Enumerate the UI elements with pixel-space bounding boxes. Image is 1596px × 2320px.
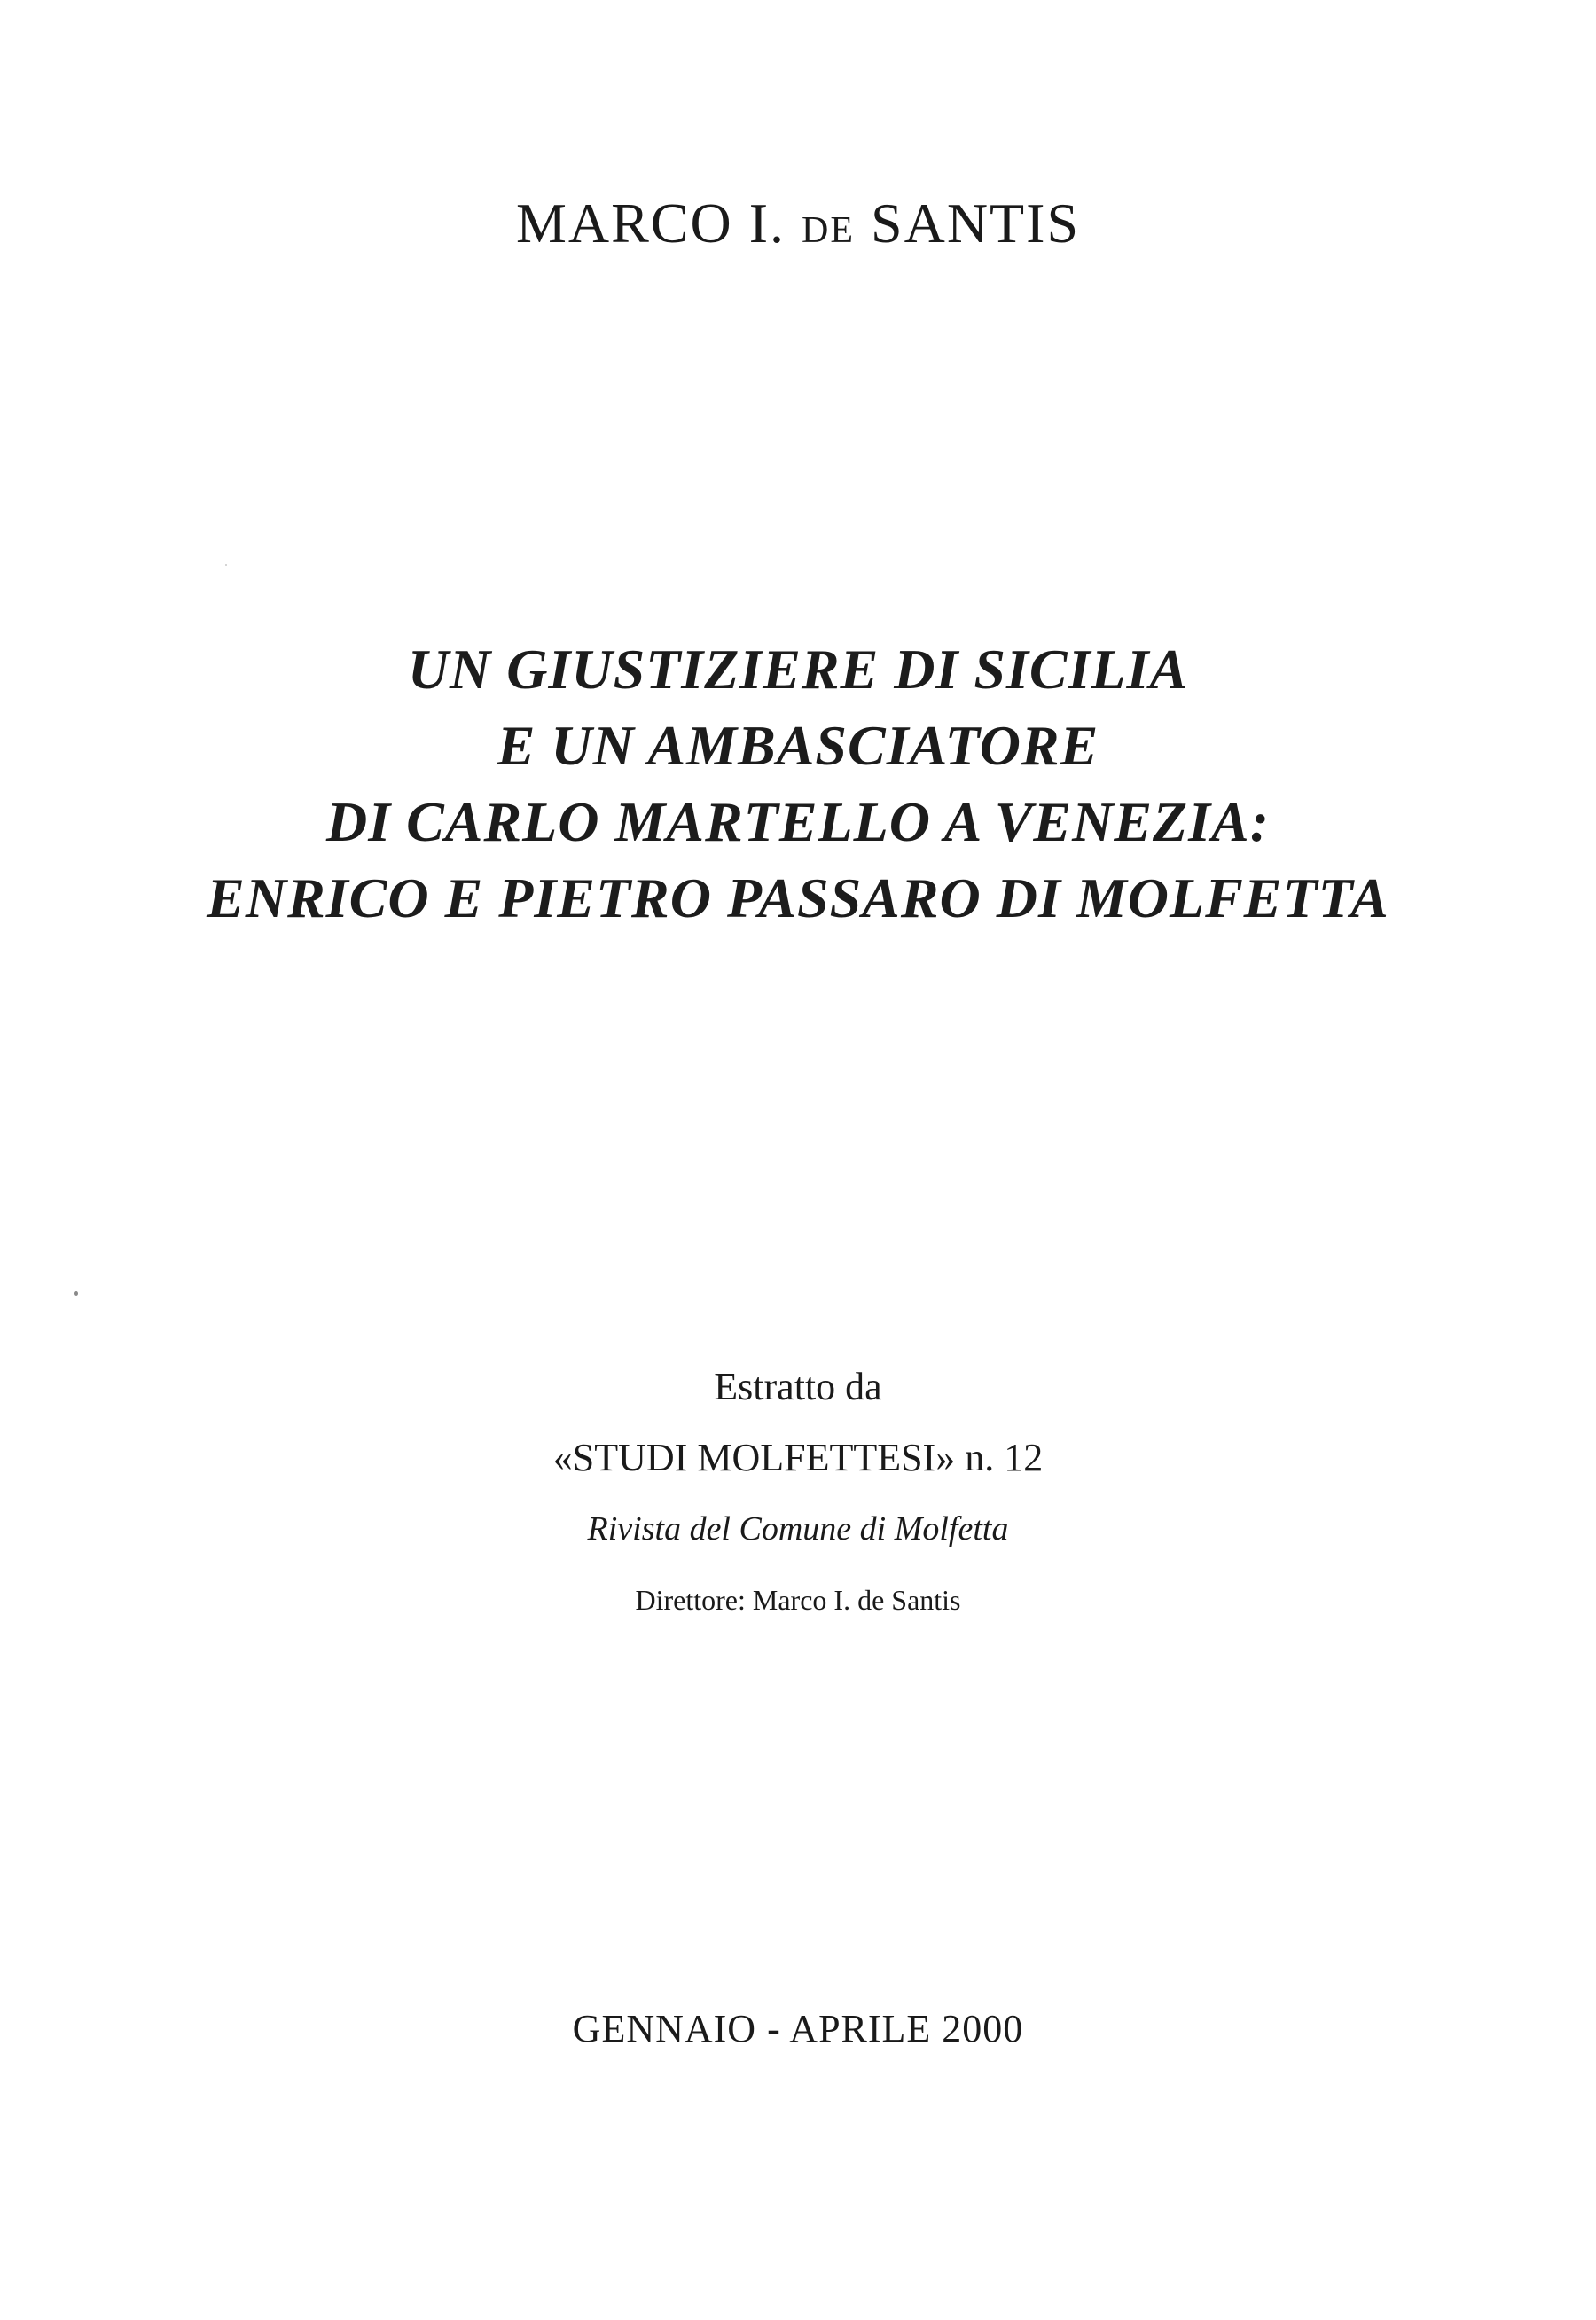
author-first-names: MARCO I.	[515, 192, 786, 255]
author-particle: DE	[802, 210, 855, 251]
title-line-3: DI CARLO MARTELLO A VENEZIA:	[325, 790, 1271, 853]
publication-date: GENNAIO - APRILE 2000	[572, 2007, 1024, 2050]
journal-director: Direttore: Marco I. de Santis	[635, 1584, 961, 1616]
journal-subtitle: Rivista del Comune di Molfetta	[587, 1510, 1009, 1548]
journal-name: «STUDI MOLFETTESI» n. 12	[552, 1436, 1044, 1479]
title-line-4: ENRICO E PIETRO PASSARO DI MOLFETTA	[207, 866, 1389, 929]
title-line-1: UN GIUSTIZIERE DI SICILIA	[407, 638, 1189, 701]
title-line-2: E UN AMBASCIATORE	[497, 714, 1099, 777]
author-name	[0, 188, 1596, 266]
scan-speck	[225, 564, 227, 566]
scan-speck	[74, 1291, 78, 1296]
author-surname: SANTIS	[871, 192, 1081, 255]
document-title	[0, 631, 1596, 937]
extract-intro: Estratto da	[714, 1365, 882, 1408]
